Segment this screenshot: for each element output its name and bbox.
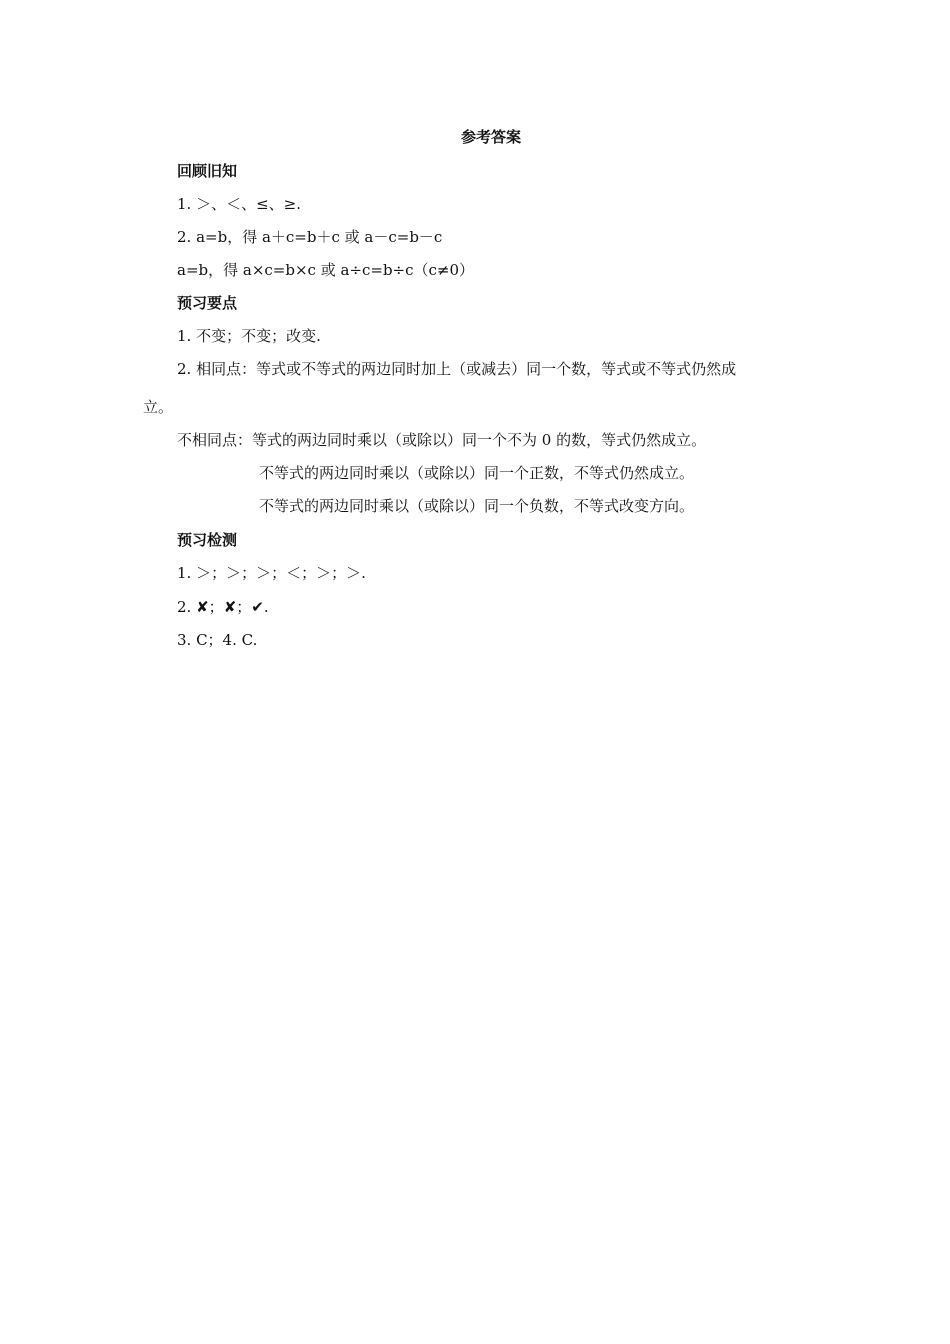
keypoints-item-2-line2: 立。 [143,398,174,416]
separator: ； [236,598,252,616]
separator: ； [208,598,224,616]
review-item-2b: a=b，得 a×c=b×c 或 a÷c=b÷c（c≠0） [177,261,475,279]
keypoints-diff-line2: 不等式的两边同时乘以（或除以）同一个正数，不等式仍然成立。 [259,464,695,482]
review-item-2a: 2. a=b，得 a＋c=b＋c 或 a－c=b－c [177,228,443,246]
section-heading-check: 预习检测 [177,531,238,549]
check-item-2 [177,597,269,617]
period: . [263,598,269,616]
check-icon: ✔ [251,598,264,616]
keypoints-item-1: 1. 不变；不变；改变. [177,327,321,345]
check-item-1: 1. ＞；＞；＞；＜；＞；＞. [177,564,366,582]
review-item-1: 1. ＞、＜、≤、≥. [177,195,301,213]
keypoints-item-2-line1: 2. 相同点：等式或不等式的两边同时加上（或减去）同一个数，等式或不等式仍然成 [177,360,737,378]
section-heading-review: 回顾旧知 [177,162,238,180]
cross-icon: ✘ [196,598,209,616]
keypoints-diff-line1: 不相同点：等式的两边同时乘以（或除以）同一个不为 0 的数，等式仍然成立。 [177,431,707,449]
section-heading-keypoints: 预习要点 [177,294,238,312]
keypoints-diff-line3: 不等式的两边同时乘以（或除以）同一个负数，不等式改变方向。 [259,497,695,515]
check-item-2-prefix: 2. [177,598,192,616]
page-title: 参考答案 [460,128,521,146]
cross-icon: ✘ [223,598,237,616]
check-item-3: 3. C；4. C. [177,631,258,649]
